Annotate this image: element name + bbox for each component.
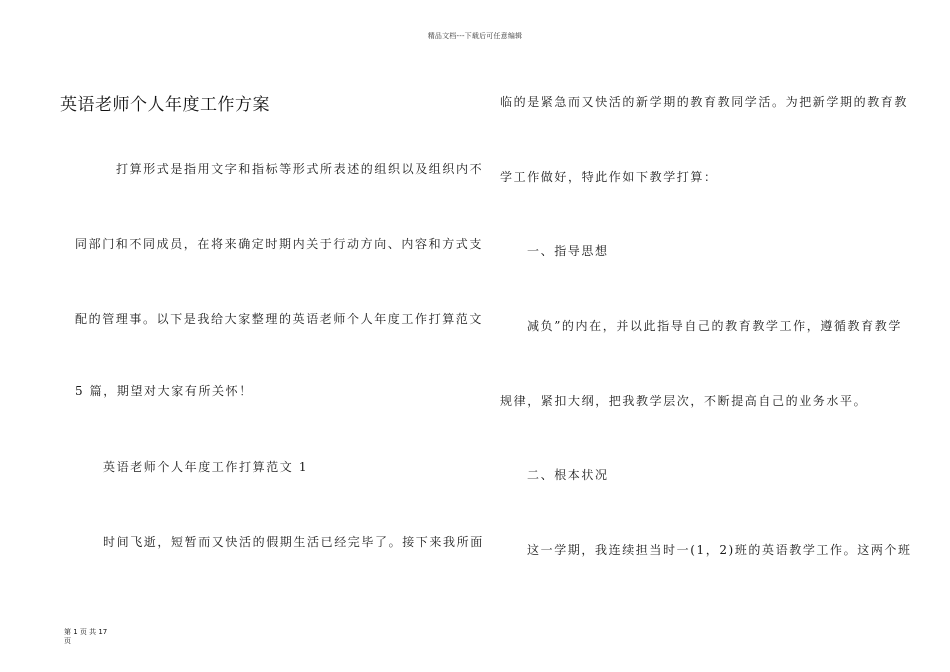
left-paragraph-line: 配的管理事。以下是我给大家整理的英语老师个人年度工作打算范文 (75, 312, 484, 326)
document-title: 英语老师个人年度工作方案 (60, 95, 270, 115)
right-paragraph-line: 临的是紧急而又快活的新学期的教育教同学活。为把新学期的教育教 (500, 95, 909, 109)
section-heading: 英语老师个人年度工作打算范文 1 (103, 460, 309, 474)
page-header: 精品文档---下载后可任意编辑 (427, 32, 523, 40)
right-paragraph-line: 学工作做好，特此作如下教学打算： (500, 170, 718, 184)
page-number-text-cont: 页 (64, 637, 71, 645)
right-paragraph-line: 这一学期，我连续担当时一(1，2)班的英语教学工作。这两个班 (527, 543, 912, 557)
page-number-footer (64, 628, 107, 646)
left-paragraph-line: 打算形式是指用文字和指标等形式所表述的组织以及组织内不 (116, 162, 484, 176)
right-paragraph-line: 减负”的内在，并以此指导自己的教育教学工作，遵循教育教学 (527, 319, 902, 333)
page-number-text: 第 1 页 共 17 (64, 628, 108, 636)
section-heading: 一、指导思想 (527, 244, 609, 258)
section-heading: 二、根本状况 (527, 468, 609, 482)
left-paragraph-line: 同部门和不同成员，在将来确定时期内关于行动方向、内容和方式支 (75, 237, 484, 251)
right-paragraph-line: 规律，紧扣大纲，把我教学层次，不断提高自己的业务水平。 (500, 394, 868, 408)
left-paragraph-line: 5 篇，期望对大家有所关怀！ (75, 384, 253, 398)
left-paragraph-line: 时间飞逝，短暂而又快活的假期生活已经完毕了。接下来我所面 (103, 535, 484, 549)
